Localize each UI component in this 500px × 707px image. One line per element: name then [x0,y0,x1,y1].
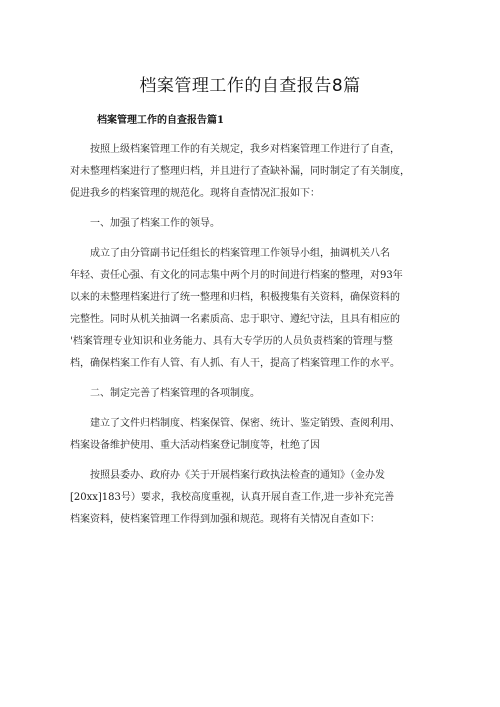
paragraph-line: 建立了文件归档制度、档案保管、保密、统计、鉴定销毁、查阅利用、 [90,418,400,429]
section-heading: 档案管理工作的自查报告篇1 [97,115,224,126]
spacer [70,405,430,413]
paragraph-line: 档案设备维护使用、重大活动档案登记制度等，杜绝了因 [70,440,320,451]
paragraph-line: 按照县委办、政府办《关于开展档案行政执法检查的通知》（金办发 [90,470,385,481]
paragraph-line: 成立了由分管副书记任组长的档案管理工作领导小组，抽调机关八名 [90,248,390,259]
paragraph-notice [70,465,430,531]
document-title: 档案管理工作的自查报告8篇 [139,76,361,96]
paragraph-line: 促进我乡的档案管理的规范化。现将自查情况汇报如下： [70,188,320,199]
paragraph-line: 一、加强了档案工作的领导。 [90,218,220,229]
paragraph-leadership [70,243,430,375]
paragraph-line: 二、制定完善了档案管理的各项制度。 [90,388,260,399]
paragraph-line: 档案资料，使档案管理工作得到加强和规范。现将有关情况自查如下： [70,514,380,525]
paragraph-intro [70,139,430,205]
spacer [70,457,430,465]
paragraph-heading-2 [70,383,430,405]
spacer [70,205,430,213]
paragraph-line: 按照上级档案管理工作的有关规定，我乡对档案管理工作进行了自查， [90,144,400,155]
spacer [70,130,430,139]
paragraph-line: 对未整理档案进行了整理归档，并且进行了查缺补漏，同时制定了有关制度， [70,166,410,177]
paragraph-rules [70,413,430,457]
paragraph-heading-1 [70,213,430,235]
spacer [70,375,430,383]
paragraph-line: 以来的未整理档案进行了统一整理和归档，积极搜集有关资料，确保资料的 [70,292,400,303]
paragraph-line: '档案管理专业知识和业务能力、具有大专学历的人员负责档案的管理与整 [70,336,393,347]
spacer [70,235,430,243]
paragraph-line: [20xx]183号）要求，我校高度重视，认真开展自查工作,进一步补充完善 [70,492,395,503]
paragraph-line: 年轻、责任心强、有文化的同志集中两个月的时间进行档案的整理，对93年 [70,270,403,281]
paragraph-line: 档，确保档案工作有人管、有人抓、有人干，提高了档案管理工作的水平。 [70,358,400,369]
paragraph-line: 完整性。同时从机关抽调一名素质高、忠于职守、遵纪守法，且具有相应的 [70,314,400,325]
